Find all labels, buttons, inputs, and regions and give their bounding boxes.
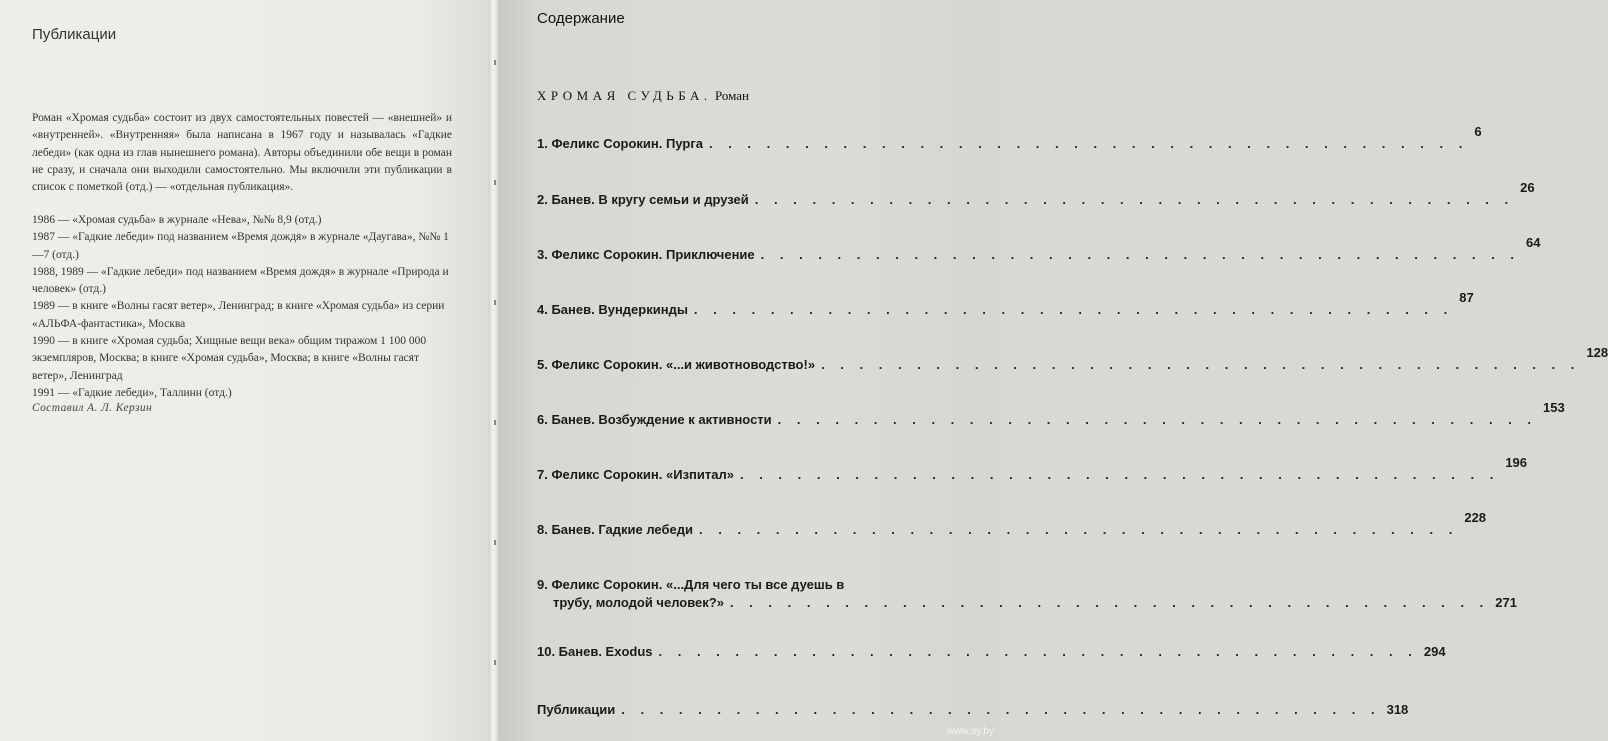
toc-page-number: 6 bbox=[1474, 124, 1482, 139]
toc-leader: . . . . . . . . . . . . . . . . . . . . . . . . . . . . . . . . . . . . . . . . bbox=[754, 192, 1515, 207]
novel-heading bbox=[537, 88, 749, 104]
toc-leader: . . . . . . . . . . . . . . . . . . . . . . . . . . . . . . . . . . . . . . . . bbox=[729, 595, 1490, 610]
toc-entry bbox=[537, 180, 1535, 207]
contents-title: Содержание bbox=[537, 10, 625, 27]
toc-leader: . . . . . . . . . . . . . . . . . . . . . . . . . . . . . . . . . . . . . . . . bbox=[821, 357, 1581, 372]
novel-subtitle: Роман bbox=[714, 88, 749, 103]
publication-entry: 1990 — в книге «Хромая судьба; Хищные вещи века» общим тиражом 1 100 000 экземпляров, Москва; в книге «Хромая судьба», Москва; в книге «Волны гасят ветер», Ленинград bbox=[32, 335, 427, 382]
toc-entry bbox=[537, 577, 1517, 610]
toc-leader: . . . . . . . . . . . . . . . . . . . . . . . . . . . . . . . . . . . . . . . . bbox=[777, 412, 1538, 427]
toc-label: 4. Банев. Вундеркинды bbox=[537, 302, 688, 317]
compiler-credit: Составил А. Л. Керзин bbox=[32, 402, 153, 414]
binding-stitch bbox=[494, 420, 496, 425]
left-page-title: Публикации bbox=[32, 26, 117, 43]
toc-label: 7. Феликс Сорокин. «Изпитал» bbox=[537, 467, 734, 482]
publication-entry: 1987 — «Гадкие лебеди» под названием «Время дождя» в журнале «Даугава», №№ 1—7 (отд.) bbox=[32, 231, 449, 261]
toc-entry bbox=[537, 455, 1528, 482]
publication-entry: 1986 — «Хромая судьба» в журнале «Нева», №№ 8,9 (отд.) bbox=[32, 214, 322, 226]
binding-stitch bbox=[494, 540, 496, 545]
publication-list bbox=[32, 212, 452, 402]
binding-stitch bbox=[494, 60, 496, 65]
toc-page-number: 271 bbox=[1495, 595, 1517, 610]
publication-entry: 1988, 1989 — «Гадкие лебеди» под названием «Время дождя» в журнале «Природа и человек» (отд.) bbox=[32, 265, 449, 296]
toc-entry bbox=[537, 124, 1482, 151]
publication-entry: 1991 — «Гадкие лебеди», Таллинн (отд.) bbox=[32, 386, 232, 399]
left-page bbox=[0, 0, 494, 741]
toc-label: 2. Банев. В кругу семьи и друзей bbox=[537, 192, 749, 207]
toc-page-number: 128 bbox=[1586, 345, 1608, 360]
toc-label-continued: трубу, молодой человек?» bbox=[553, 595, 724, 610]
toc-page-number: 228 bbox=[1464, 510, 1487, 525]
toc-leader: . . . . . . . . . . . . . . . . . . . . . . . . . . . . . . . . . . . . . . . . bbox=[658, 644, 1418, 659]
toc-page-number: 87 bbox=[1459, 290, 1474, 305]
toc-leader: . . . . . . . . . . . . . . . . . . . . . . . . . . . . . . . . . . . . . . . . bbox=[760, 247, 1520, 262]
intro-paragraph: Роман «Хромая судьба» состоит из двух самостоятельных повестей — «внешней» и «внутренней». «Внутренняя» была написана в 1967 году и называлась «Гадкие лебеди» (как одна из глав нынешнего романа). Авторы объединили обе вещи в роман не сразу, и сначала они выходили самостоятельно. Мы включили эти публикации в список с пометкой (отд.) — «отдельная публикация». bbox=[32, 112, 452, 194]
toc-leader: . . . . . . . . . . . . . . . . . . . . . . . . . . . . . . . . . . . . . . . . bbox=[708, 136, 1469, 151]
toc-entry bbox=[537, 400, 1565, 427]
toc-entry bbox=[537, 290, 1474, 317]
toc-label: Публикации bbox=[537, 702, 616, 717]
toc-entry bbox=[537, 644, 1446, 659]
site-watermark: www.ay.by bbox=[946, 726, 994, 737]
toc-leader: . . . . . . . . . . . . . . . . . . . . . . . . . . . . . . . . . . . . . . . . bbox=[693, 302, 1454, 317]
toc-label: 1. Феликс Сорокин. Пурга bbox=[537, 136, 703, 151]
toc-entry bbox=[537, 345, 1608, 372]
toc-page-number: 318 bbox=[1386, 702, 1409, 717]
novel-title: ХРОМАЯ СУДЬБА. bbox=[537, 88, 712, 103]
toc-label: 3. Феликс Сорокин. Приключение bbox=[537, 247, 755, 262]
toc-label: 9. Феликс Сорокин. «...Для чего ты все дуешь в bbox=[537, 577, 845, 592]
publication-entry: 1989 — в книге «Волны гасят ветер», Ленинград; в книге «Хромая судьба» из серии «АЛЬФА-фантастика», Москва bbox=[32, 300, 445, 330]
toc-leader: . . . . . . . . . . . . . . . . . . . . . . . . . . . . . . . . . . . . . . . . bbox=[621, 702, 1381, 717]
binding-stitch bbox=[494, 180, 496, 185]
toc-label: 8. Банев. Гадкие лебеди bbox=[537, 522, 693, 537]
toc-label: 5. Феликс Сорокин. «...и животноводство!» bbox=[537, 357, 816, 372]
binding-stitch bbox=[494, 660, 496, 665]
toc-page-number: 153 bbox=[1543, 400, 1565, 415]
toc-entry bbox=[537, 510, 1487, 537]
toc-page-number: 26 bbox=[1520, 180, 1535, 195]
toc-page-number: 294 bbox=[1423, 644, 1446, 659]
toc-page-number: 64 bbox=[1526, 235, 1541, 250]
toc-entry bbox=[537, 235, 1541, 262]
toc-entry bbox=[537, 702, 1409, 717]
toc-label: 6. Банев. Возбуждение к активности bbox=[537, 412, 772, 427]
toc-leader: . . . . . . . . . . . . . . . . . . . . . . . . . . . . . . . . . . . . . . . . bbox=[739, 467, 1500, 482]
toc-label: 10. Банев. Exodus bbox=[537, 644, 653, 659]
toc-leader: . . . . . . . . . . . . . . . . . . . . . . . . . . . . . . . . . . . . . . . . bbox=[699, 522, 1459, 537]
toc-page-number: 196 bbox=[1505, 455, 1528, 470]
binding-stitch bbox=[494, 300, 496, 305]
